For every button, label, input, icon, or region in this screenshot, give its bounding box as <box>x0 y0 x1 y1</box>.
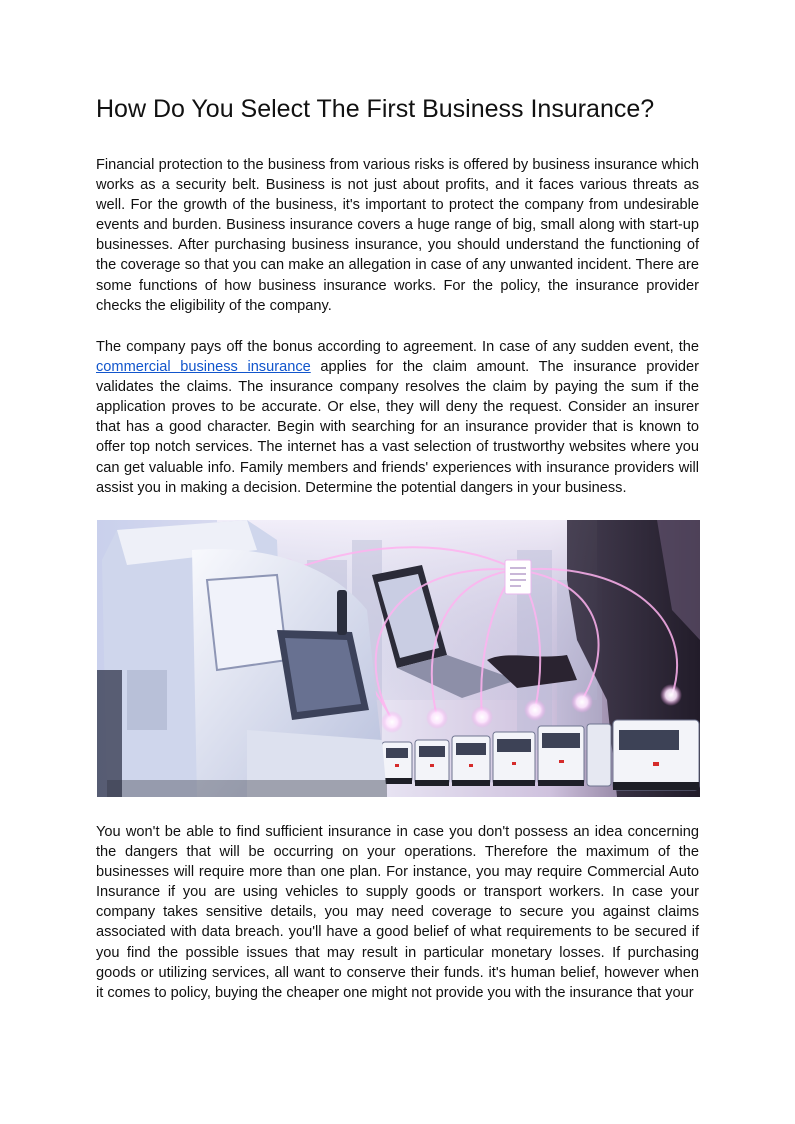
paragraph-intro: Financial protection to the business from various risks is offered by business insurance which works as a security belt. Business is not just about profits, and it faces various threats as well. For the growth of the business, it's important to protect the company from undesirable events and burden. Business insurance covers a huge range of big, small along with start-up businesses. After purchasing business insurance, you should understand the functioning of the coverage so that you can make an allegation in case of any unwanted incident. There are some functions of how business insurance works. For the policy, the insurance provider checks the eligibility of the company. <box>96 157 699 314</box>
paragraph-claims-after-link: applies for the claim amount. The insurance provider validates the claims. The insurance company resolves the claim by paying the sum if the application proves to be accurate. Or else, they will deny the request. Consider an insurer that has a good character. Begin with searching for an insurance provider that is known to offer top notch services. The internet has a vast selection of trustworthy websites where you can get valuable info. Family members and friends' experiences with insurance providers will assist you in making a decision. Determine the potential dangers in your business. <box>96 359 699 496</box>
paragraph-claims-before-link: The company pays off the bonus according to agreement. In case of any sudden event, the <box>96 339 699 355</box>
document-icon <box>505 560 531 594</box>
page-title: How Do You Select The First Business Insurance? <box>96 95 655 123</box>
commercial-business-insurance-link[interactable]: commercial business insurance <box>96 359 311 376</box>
trucks-network-illustration <box>97 520 700 797</box>
paragraph-claims <box>96 337 699 498</box>
paragraph-risks: You won't be able to find sufficient insurance in case you don't possess an idea concerning the dangers that will be occurring on your operations. Therefore the maximum of the businesses will require more than one plan. For instance, you may require Commercial Auto Insurance if you are using vehicles to supply goods or transport workers. In case your company takes sensitive details, you may need coverage to secure you against claims associated with data breach. you'll have a good belief of what requirements to be secured if you find the possible issues that may result in particular monetary losses. If purchasing goods or utilizing services, all want to conserve their funds. it's human belief, however when it comes to policy, buying the cheaper one might not provide you with the insurance that your <box>96 824 699 1001</box>
